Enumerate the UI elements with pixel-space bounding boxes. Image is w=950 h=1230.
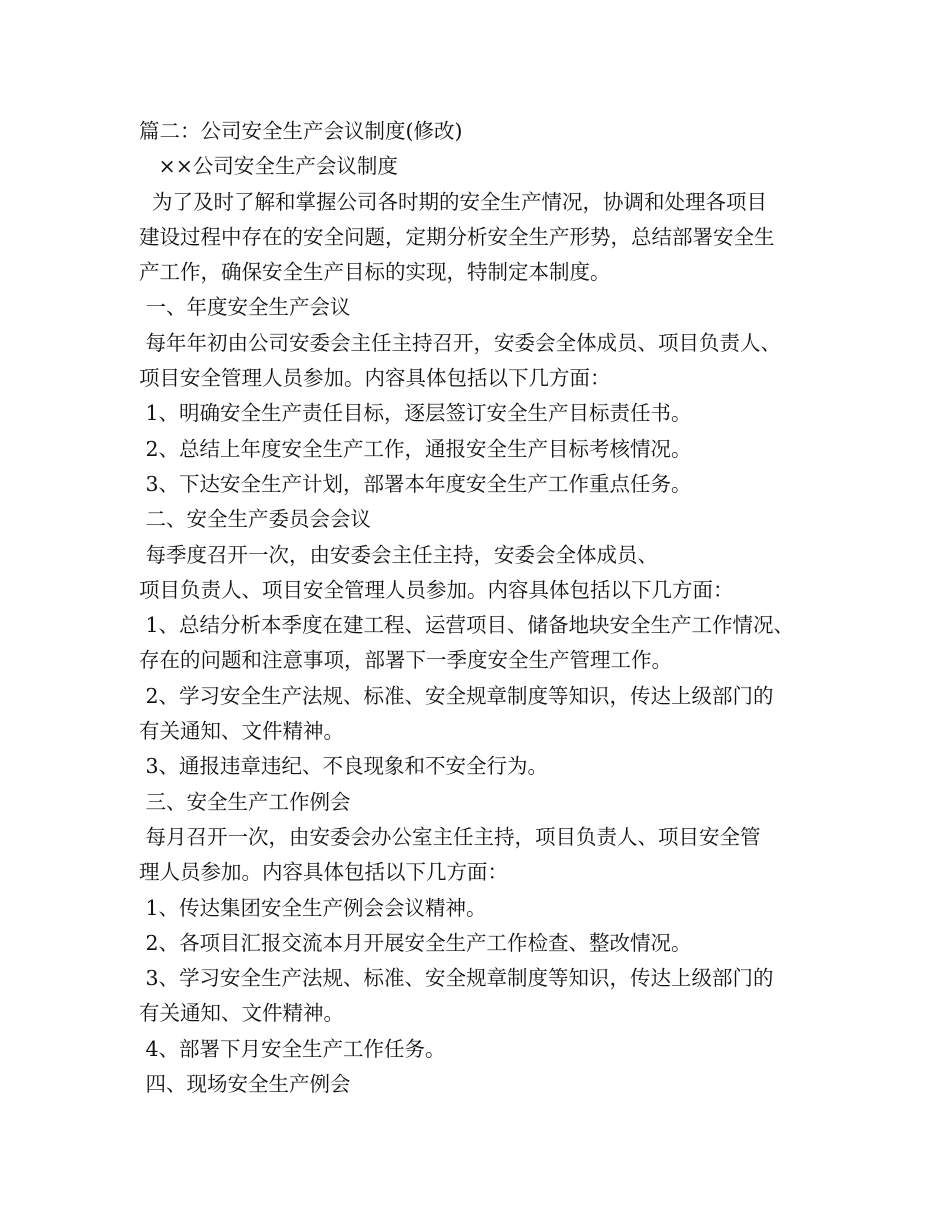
intro-paragraph-line-1: 为了及时了解和掌握公司各时期的安全生产情况，协调和处理各项目 bbox=[139, 189, 768, 214]
monthly-meeting-paragraph-line-2: 理人员参加。内容具体包括以下几方面： bbox=[139, 860, 508, 885]
committee-meeting-item-1-line-1: 1、总结分析本季度在建工程、运营项目、储备地块安全生产工作情况、 bbox=[139, 613, 795, 638]
monthly-meeting-item-4: 4、部署下月安全生产工作任务。 bbox=[139, 1036, 446, 1061]
section-heading-committee-meeting: 二、安全生产委员会会议 bbox=[139, 507, 372, 532]
document-body bbox=[139, 114, 829, 1102]
document-subtitle: ××公司安全生产会议制度 bbox=[139, 154, 398, 179]
section-heading-site-meeting: 四、现场安全生产例会 bbox=[139, 1072, 351, 1097]
committee-meeting-paragraph-line-2: 项目负责人、项目安全管理人员参加。内容具体包括以下几方面： bbox=[139, 577, 734, 602]
intro-paragraph-line-3: 产工作，确保安全生产目标的实现，特制定本制度。 bbox=[139, 260, 611, 285]
committee-meeting-item-3: 3、通报违章违纪、不良现象和不安全行为。 bbox=[139, 754, 549, 779]
annual-meeting-item-3: 3、下达安全生产计划，部署本年度安全生产工作重点任务。 bbox=[139, 471, 692, 496]
monthly-meeting-item-2: 2、各项目汇报交流本月开展安全生产工作检查、整改情况。 bbox=[139, 930, 692, 955]
annual-meeting-paragraph-line-1: 每年年初由公司安委会主任主持召开，安委会全体成员、项目负责人、 bbox=[139, 330, 782, 355]
monthly-meeting-item-3-line-2: 有关通知、文件精神。 bbox=[139, 1001, 344, 1026]
intro-paragraph-line-2: 建设过程中存在的安全问题，定期分析安全生产形势，总结部署安全生 bbox=[139, 224, 775, 249]
committee-meeting-paragraph-line-1: 每季度召开一次，由安委会主任主持，安委会全体成员、 bbox=[139, 542, 659, 567]
document-title: 篇二：公司安全生产会议制度(修改) bbox=[139, 119, 463, 143]
committee-meeting-item-2-line-2: 有关通知、文件精神。 bbox=[139, 719, 344, 744]
monthly-meeting-paragraph-line-1: 每月召开一次，由安委会办公室主任主持，项目负责人、项目安全管 bbox=[139, 824, 761, 849]
section-heading-annual-meeting: 一、年度安全生产会议 bbox=[139, 295, 351, 320]
committee-meeting-item-1-line-2: 存在的问题和注意事项，部署下一季度安全生产管理工作。 bbox=[139, 648, 672, 673]
annual-meeting-item-1: 1、明确安全生产责任目标，逐层签订安全生产目标责任书。 bbox=[139, 401, 692, 426]
monthly-meeting-item-1: 1、传达集团安全生产例会会议精神。 bbox=[139, 895, 487, 920]
committee-meeting-item-2-line-1: 2、学习安全生产法规、标准、安全规章制度等知识，传达上级部门的 bbox=[139, 683, 774, 708]
section-heading-monthly-meeting: 三、安全生产工作例会 bbox=[139, 789, 351, 814]
annual-meeting-item-2: 2、总结上年度安全生产工作，通报安全生产目标考核情况。 bbox=[139, 436, 692, 461]
annual-meeting-paragraph-line-2: 项目安全管理人员参加。内容具体包括以下几方面： bbox=[139, 366, 611, 391]
monthly-meeting-item-3-line-1: 3、学习安全生产法规、标准、安全规章制度等知识，传达上级部门的 bbox=[139, 966, 774, 991]
